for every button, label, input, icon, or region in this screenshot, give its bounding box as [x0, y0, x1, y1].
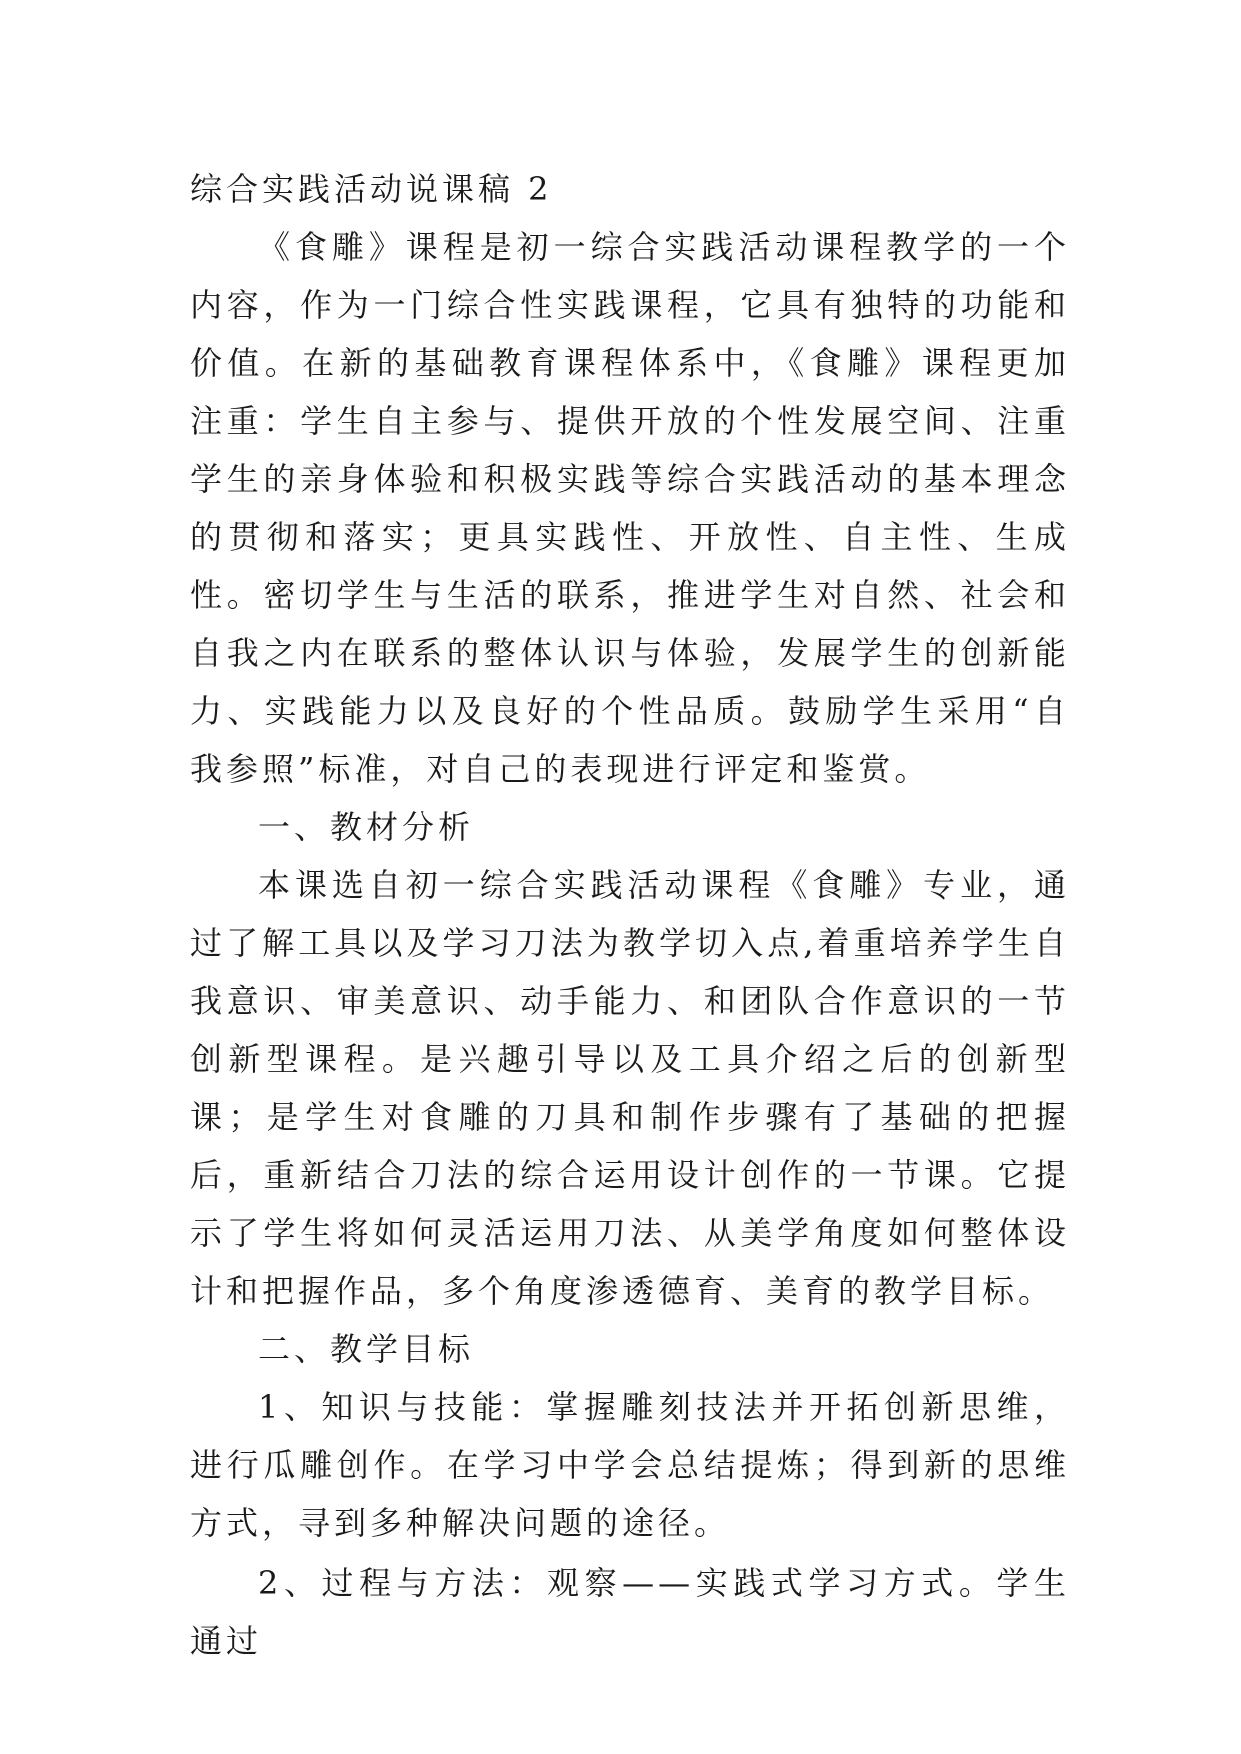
section-heading-textbook-analysis: 一、教材分析 [258, 808, 475, 846]
textbook-analysis-paragraph: 本课选自初一综合实践活动课程《食雕》专业，通过了解工具以及学习刀法为教学切入点,着重培养学生自我意识、审美意识、动手能力、和团队合作意识的一节创新型课程。是兴趣引导以及工具介绍之后的创新型课；是学生对食雕的刀具和制作步骤有了基础的把握后，重新结合刀法的综合运用设计创作的一节课。它提示了学生将如何灵活运用刀法、从美学角度如何整体设计和把握作品，多个角度渗透德育、美育的教学目标。 [190, 866, 1070, 1310]
document-body [190, 160, 1070, 1670]
section-heading-teaching-goals: 二、教学目标 [258, 1330, 475, 1368]
intro-paragraph: 《食雕》课程是初一综合实践活动课程教学的一个内容，作为一门综合性实践课程，它具有独特的功能和价值。在新的基础教育课程体系中，《食雕》课程更加注重：学生自主参与、提供开放的个性发展空间、注重学生的亲身体验和积极实践等综合实践活动的基本理念的贯彻和落实；更具实践性、开放性、自主性、生成性。密切学生与生活的联系，推进学生对自然、社会和自我之内在联系的整体认识与体验，发展学生的创新能力、实践能力以及良好的个性品质。鼓励学生采用“自我参照”标准，对自己的表现进行评定和鉴赏。 [190, 228, 1070, 788]
goal-process-methods: 2、过程与方法：观察——实践式学习方式。学生通过 [190, 1564, 1070, 1660]
document-title: 综合实践活动说课稿 2 [190, 170, 553, 208]
goal-knowledge-skills: 1、知识与技能：掌握雕刻技法并开拓创新思维，进行瓜雕创作。在学习中学会总结提炼；得到新的思维方式，寻到多种解决问题的途径。 [190, 1388, 1070, 1542]
